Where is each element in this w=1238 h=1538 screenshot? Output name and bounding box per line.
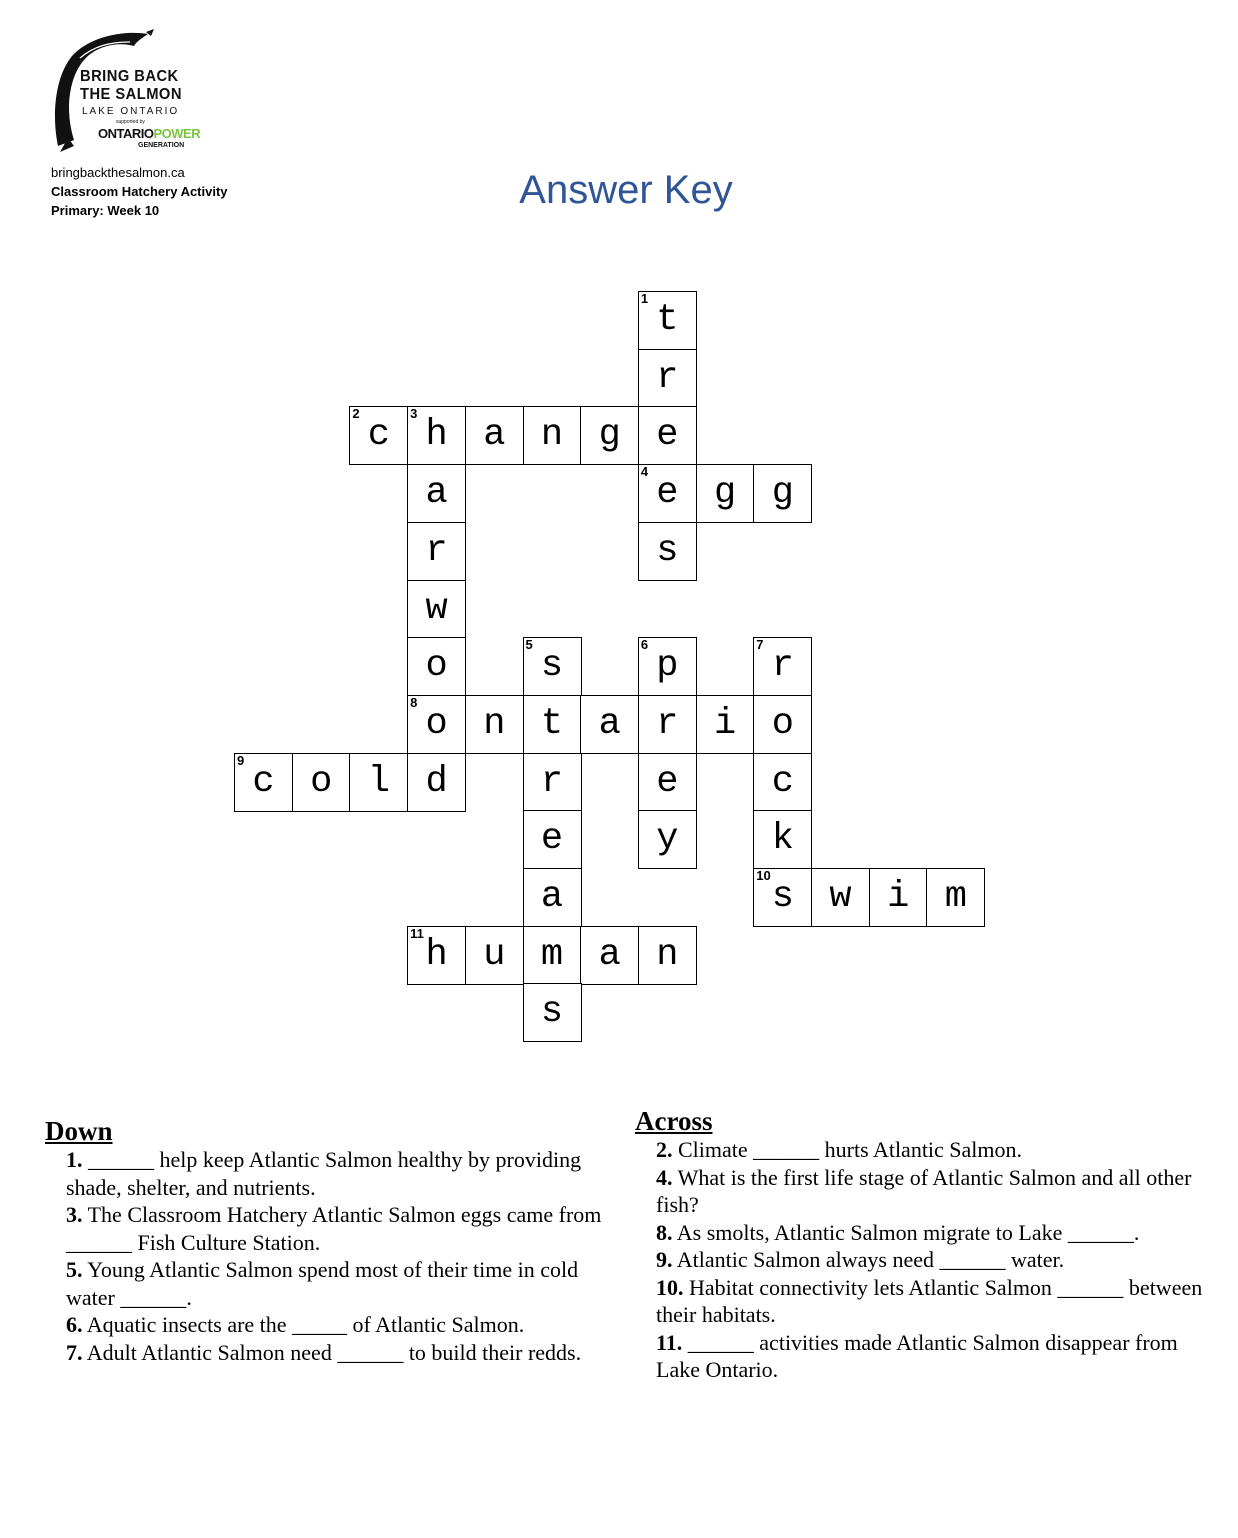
cell-letter: o (771, 702, 794, 745)
crossword-cell (753, 695, 812, 754)
cell-letter: h (425, 933, 448, 976)
cell-letter: y (656, 818, 679, 861)
crossword-cell (523, 753, 582, 812)
website-text: bringbackthesalmon.ca (51, 165, 185, 180)
clue-number: 1 (640, 291, 649, 306)
down-clue (45, 1146, 610, 1201)
crossword-cell (292, 753, 351, 812)
logo-text-line3: LAKE ONTARIO (82, 106, 180, 117)
cell-letter: o (310, 760, 333, 803)
down-clue (45, 1311, 610, 1339)
crossword-cell (753, 464, 812, 523)
cell-letter: n (540, 414, 564, 457)
crossword-cell (349, 406, 408, 465)
clue-num: 3. (66, 1202, 83, 1227)
cell-letter: s (771, 876, 794, 918)
clue-num: 5. (66, 1257, 83, 1282)
crossword-cell (696, 464, 755, 523)
cell-letter: r (656, 356, 679, 399)
clue-text: The Classroom Hatchery Atlantic Salmon eggs came from ______ Fish Culture Station. (66, 1202, 602, 1255)
logo-brand-c: GENERATION (138, 142, 185, 149)
crossword-cell (407, 406, 466, 465)
clue-number: 9 (237, 752, 245, 768)
crossword-cell (349, 753, 408, 812)
cell-letter: m (944, 876, 967, 918)
clue-text: Adult Atlantic Salmon need ______ to build their redds. (86, 1339, 582, 1365)
clue-num: 11. (656, 1329, 683, 1355)
clue-num: 6. (66, 1312, 83, 1337)
clue-num: 7. (66, 1339, 83, 1365)
cell-letter: l (367, 760, 390, 803)
crossword-cell (638, 753, 697, 812)
cell-letter: a (598, 933, 621, 976)
cell-letter: a (540, 876, 564, 918)
crossword-cell (753, 753, 812, 812)
cell-letter: w (829, 876, 852, 918)
cell-letter: r (656, 702, 679, 745)
logo-brand (98, 126, 200, 141)
across-clue (635, 1274, 1215, 1329)
down-clue (45, 1339, 610, 1367)
crossword-cell (638, 291, 697, 350)
clue-text: Atlantic Salmon always need ______ water. (676, 1247, 1065, 1272)
cell-letter: o (425, 645, 448, 688)
clue-num: 8. (656, 1219, 673, 1245)
crossword-cell (638, 637, 697, 696)
clue-num: 2. (656, 1137, 673, 1162)
cell-letter: g (771, 472, 794, 515)
crossword-cell (580, 926, 639, 985)
clue-text: ______ help keep Atlantic Salmon healthy by providing shade, shelter, and nutrients. (66, 1147, 582, 1200)
clue-number: 2 (352, 406, 360, 422)
clue-num: 1. (66, 1147, 83, 1172)
across-clue-list (635, 1136, 1215, 1384)
clue-text: As smolts, Atlantic Salmon migrate to Lake ______. (676, 1219, 1140, 1245)
clue-number: 6 (640, 637, 649, 653)
cell-letter: p (656, 645, 679, 688)
crossword-cell (638, 695, 697, 754)
clue-number: 3 (410, 406, 418, 422)
crossword-cell (926, 868, 985, 927)
clue-text: What is the first life stage of Atlantic Salmon and all other fish? (656, 1164, 1192, 1217)
crossword-cell (523, 637, 582, 696)
crossword-cell (638, 464, 697, 523)
across-clue (635, 1329, 1215, 1384)
across-clues (635, 1106, 1215, 1384)
crossword-cell (523, 983, 582, 1042)
clue-text: Climate ______ hurts Atlantic Salmon. (678, 1137, 1023, 1162)
across-clue (635, 1164, 1215, 1219)
clue-number: 4 (640, 464, 649, 480)
cell-letter: i (887, 876, 910, 918)
crossword-cell (523, 868, 582, 927)
cell-letter: s (540, 645, 564, 688)
crossword-cell (811, 868, 870, 927)
cell-letter: m (540, 933, 564, 976)
crossword-cell (638, 926, 697, 985)
cell-letter: r (540, 760, 564, 803)
crossword-cell (407, 695, 466, 754)
cell-letter: r (425, 529, 448, 572)
cell-letter: e (656, 472, 679, 515)
clue-number: 8 (410, 694, 418, 710)
cell-letter: u (483, 933, 506, 976)
crossword-cell (523, 406, 582, 465)
crossword-cell (753, 810, 812, 869)
crossword-cell (523, 695, 582, 754)
crossword-cell (407, 926, 466, 985)
crossword-cell (638, 349, 697, 408)
cell-letter: e (656, 760, 679, 803)
clue-text: ______ activities made Atlantic Salmon disappear from Lake Ontario. (656, 1329, 1178, 1382)
cell-letter: n (483, 702, 506, 745)
clue-num: 10. (656, 1274, 684, 1300)
cell-letter: e (540, 818, 564, 861)
across-clue (635, 1246, 1215, 1274)
logo-supported-text: supported by (116, 119, 145, 125)
down-clue-list (45, 1146, 610, 1366)
crossword-cell (407, 753, 466, 812)
crossword-cell (869, 868, 928, 927)
crossword-cell (523, 926, 582, 985)
activity-text: Classroom Hatchery Activity (51, 184, 228, 199)
crossword-cell (465, 926, 524, 985)
clue-number: 11 (410, 925, 424, 941)
across-heading: Across (635, 1106, 713, 1136)
cell-letter: w (425, 587, 448, 630)
cell-letter: g (713, 472, 737, 515)
cell-letter: d (425, 760, 448, 803)
across-clue (635, 1219, 1215, 1247)
clue-text: Young Atlantic Salmon spend most of their time in cold water ______. (66, 1257, 579, 1310)
cell-letter: k (771, 818, 794, 861)
cell-letter: c (367, 414, 390, 457)
crossword-cell (407, 464, 466, 523)
clue-text: Habitat connectivity lets Atlantic Salmon ______ between their habitats. (656, 1274, 1203, 1327)
down-heading: Down (45, 1116, 113, 1146)
cell-letter: c (771, 760, 794, 803)
cell-letter: a (598, 702, 621, 745)
crossword-cell (465, 406, 524, 465)
logo-brand-b: POWER (153, 126, 201, 141)
cell-letter: r (771, 645, 794, 688)
crossword-cell (407, 522, 466, 581)
cell-letter: t (540, 702, 564, 745)
crossword-cell (407, 580, 466, 639)
cell-letter: o (425, 702, 448, 745)
crossword-cell (696, 695, 755, 754)
clue-number: 10 (756, 868, 771, 883)
crossword-cell (638, 810, 697, 869)
logo-text-line2: THE SALMON (80, 86, 182, 103)
crossword-cell (753, 637, 812, 696)
cell-letter: i (713, 702, 737, 745)
crossword-cell (580, 695, 639, 754)
logo (50, 28, 201, 153)
crossword-cell (638, 406, 697, 465)
clue-num: 4. (656, 1164, 673, 1190)
crossword-cell (580, 406, 639, 465)
clue-num: 9. (656, 1247, 673, 1272)
crossword-cell (523, 810, 582, 869)
cell-letter: g (598, 414, 621, 457)
crossword-cell (753, 868, 812, 927)
crossword-cell (407, 637, 466, 696)
down-clues (45, 1116, 610, 1366)
clue-text: Aquatic insects are the _____ of Atlantic Salmon. (86, 1312, 525, 1337)
down-clue (45, 1201, 610, 1256)
page-title: Answer Key (519, 168, 733, 212)
cell-letter: s (656, 529, 679, 572)
cell-letter: a (483, 414, 506, 457)
crossword-cell (638, 522, 697, 581)
cell-letter: s (540, 991, 564, 1034)
logo-brand-a: ONTARIO (98, 126, 154, 141)
clue-number: 7 (756, 637, 764, 653)
across-clue (635, 1136, 1215, 1164)
cell-letter: h (425, 414, 448, 457)
cell-letter: t (656, 299, 679, 341)
cell-letter: a (425, 472, 448, 515)
cell-letter: e (656, 414, 679, 457)
logo-text-line1: BRING BACK (80, 68, 179, 85)
level-text: Primary: Week 10 (51, 203, 160, 218)
down-clue (45, 1256, 610, 1311)
cell-letter: c (252, 760, 275, 803)
cell-letter: n (656, 933, 679, 976)
crossword-cell (234, 753, 293, 812)
crossword-cell (465, 695, 524, 754)
clue-number: 5 (525, 637, 533, 653)
